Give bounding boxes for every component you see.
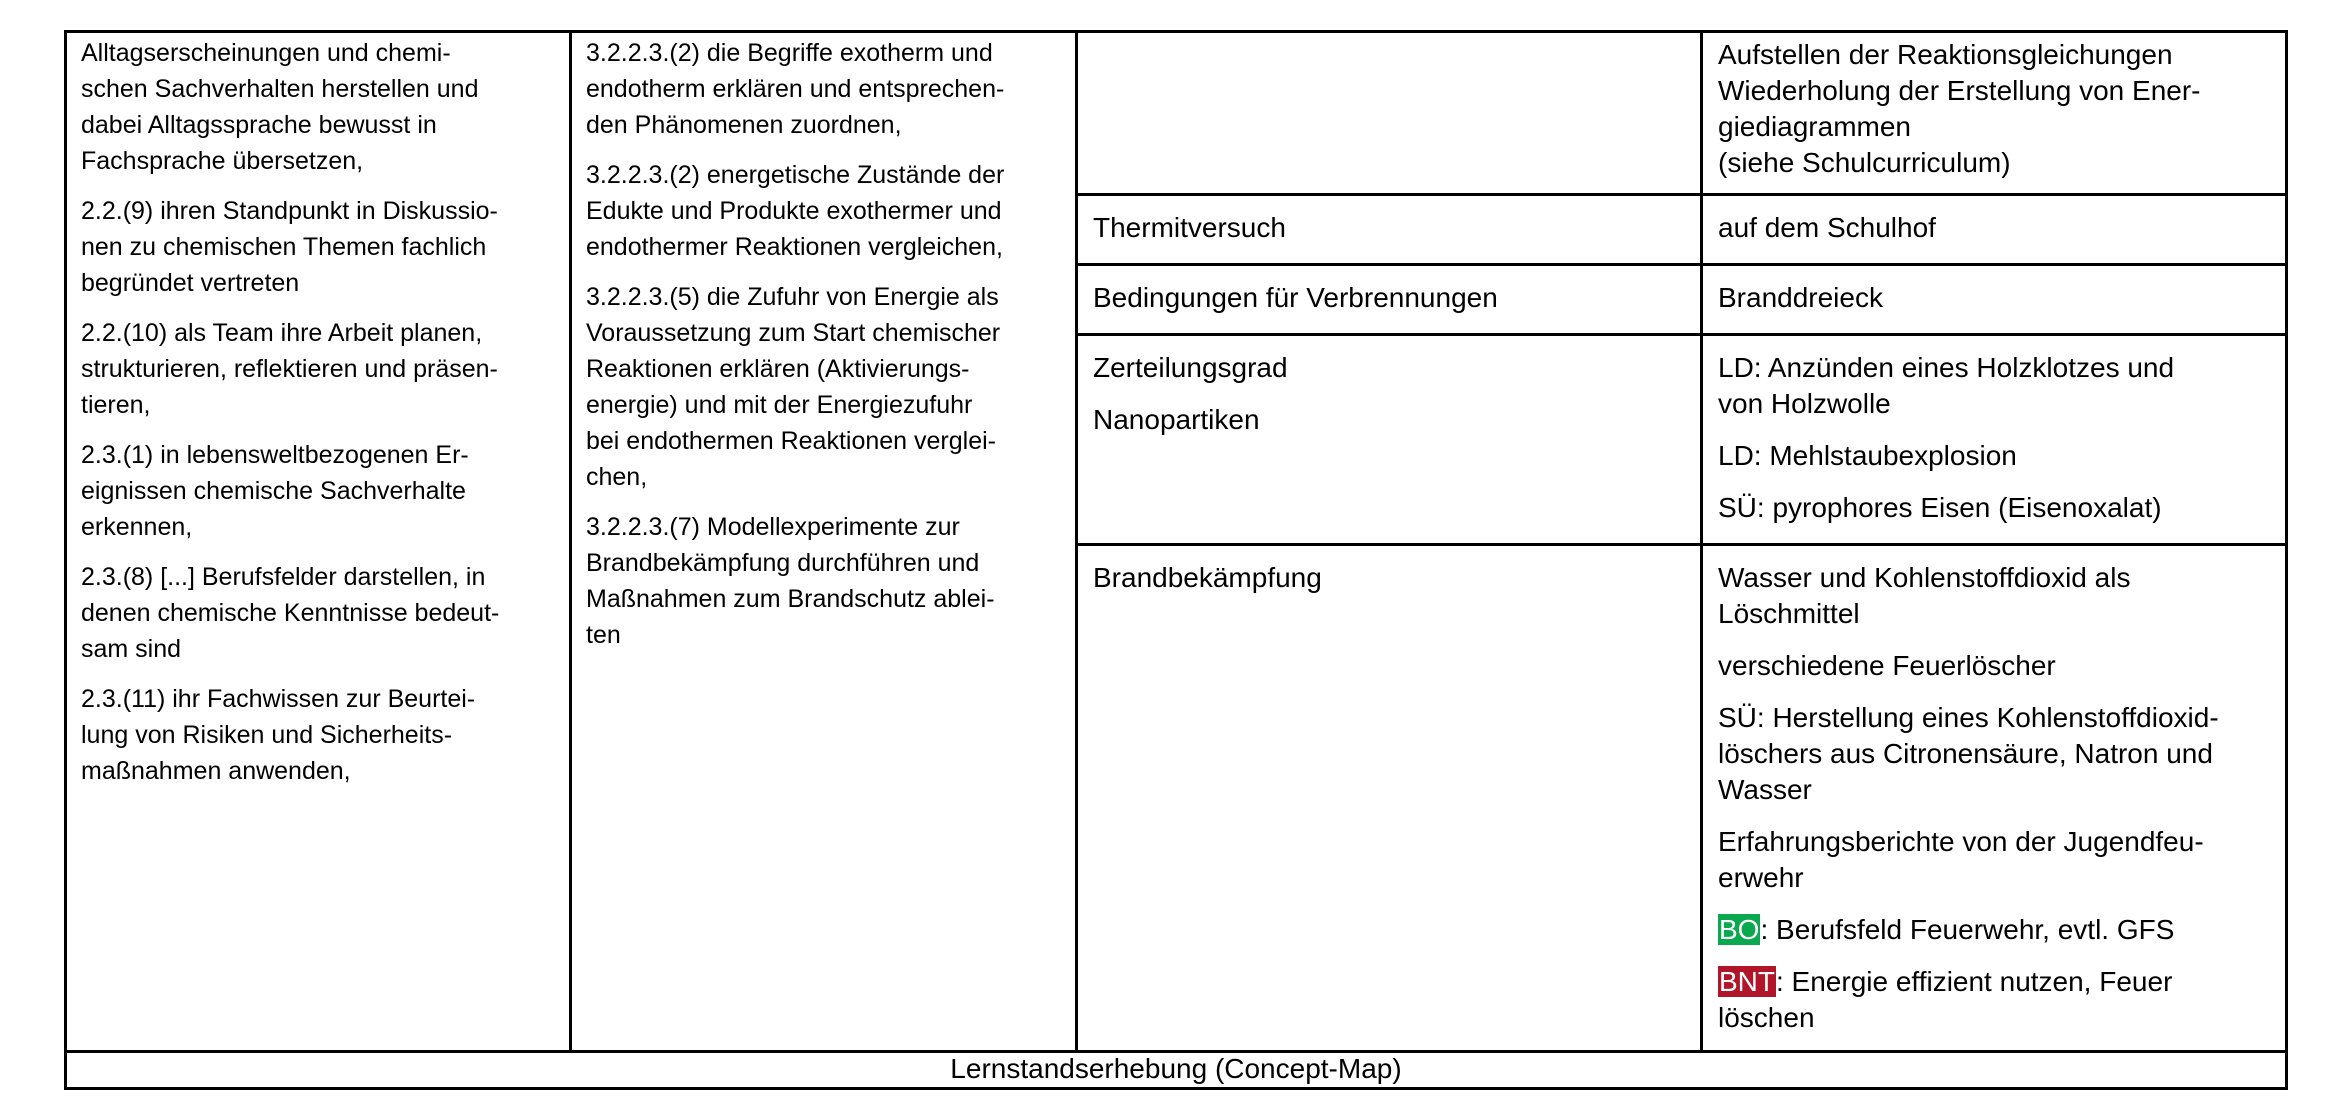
note-text: Wasser und Kohlenstoffdioxid als Löschmittel	[1718, 562, 2131, 629]
notes-column	[1703, 33, 2285, 1053]
competency-text: Alltagserscheinungen und chemi- schen Sachverhalten herstellen und dabei Alltagssprache bewusst in Fachsprache übersetzen,	[81, 39, 479, 175]
note-text: LD: Anzünden eines Holzklotzes und von Holzwolle	[1718, 352, 2175, 419]
bnt-badge: BNT	[1719, 966, 1775, 997]
topic-text: Brandbekämpfung	[1093, 562, 1322, 593]
topic-text: Bedingungen für Verbrennungen	[1093, 282, 1498, 313]
content-competencies-column	[572, 33, 1078, 1053]
note-text: SÜ: Herstellung eines Kohlenstoffdioxid- löschers aus Citronensäure, Natron und Wasser	[1718, 702, 2219, 805]
topic-text: Nanopartiken	[1093, 404, 1260, 435]
note-text: auf dem Schulhof	[1718, 212, 1936, 243]
process-competencies-column	[67, 33, 572, 1053]
curriculum-table	[64, 30, 2288, 1090]
note-text: Aufstellen der Reaktionsgleichungen Wiederholung der Erstellung von Ener- giediagrammen (siehe Schulcurriculum)	[1718, 39, 2201, 178]
note-text: Erfahrungsberichte von der Jugendfeu- erwehr	[1718, 826, 2204, 893]
notes-cell	[1703, 33, 2285, 196]
badged-note	[1718, 912, 2275, 948]
note-text: SÜ: pyrophores Eisen (Eisenoxalat)	[1718, 492, 2162, 523]
competency-text: 2.3.(8) [...] Berufsfelder darstellen, in denen chemische Kenntnisse bedeut- sam sind	[81, 563, 500, 663]
competency-text: 2.3.(1) in lebensweltbezogenen Er- eignissen chemische Sachverhalte erkennen,	[81, 441, 469, 541]
notes-cell	[1703, 546, 2285, 1053]
assessment-footer	[67, 1050, 2285, 1087]
competency-text: 3.2.2.3.(2) die Begriffe exotherm und endotherm erklären und entsprechen- den Phänomenen zuordnen,	[586, 39, 1005, 139]
competency-text: 2.3.(11) ihr Fachwissen zur Beurtei- lung von Risiken und Sicherheits- maßnahmen anwenden,	[81, 685, 476, 785]
topic-text: Thermitversuch	[1093, 212, 1286, 243]
topic-cell	[1078, 546, 1700, 1053]
badged-note	[1718, 964, 2275, 1036]
notes-cell	[1703, 336, 2285, 546]
competency-text: 2.2.(10) als Team ihre Arbeit planen, strukturieren, reflektieren und präsen- tieren,	[81, 319, 498, 419]
bo-badge: BO	[1719, 914, 1760, 945]
note-text: Branddreieck	[1718, 282, 1883, 313]
topic-cell	[1078, 336, 1700, 546]
topic-cell	[1078, 266, 1700, 336]
competency-text: 2.2.(9) ihren Standpunkt in Diskussio- nen zu chemischen Themen fachlich begründet vertreten	[81, 197, 498, 297]
topic-cell	[1078, 33, 1700, 196]
note-text: verschiedene Feuerlöscher	[1718, 650, 2056, 681]
badged-note-text: : Energie effizient nutzen, Feuer löschen	[1718, 966, 2173, 1033]
topic-text: Zerteilungsgrad	[1093, 352, 1288, 383]
badged-note-text: : Berufsfeld Feuerwehr, evtl. GFS	[1760, 914, 2175, 945]
competency-text: 3.2.2.3.(5) die Zufuhr von Energie als Voraussetzung zum Start chemischer Reaktionen erklären (Aktivierungs- energie) und mit der Energiezufuhr bei endothermen Reaktionen verglei- chen,	[586, 283, 1001, 491]
competency-text: 3.2.2.3.(7) Modellexperimente zur Brandbekämpfung durchführen und Maßnahmen zum Brandschutz ablei- ten	[586, 513, 995, 649]
footer-text: Lernstandserhebung (Concept-Map)	[950, 1053, 1402, 1084]
notes-cell	[1703, 266, 2285, 336]
note-text: LD: Mehlstaubexplosion	[1718, 440, 2017, 471]
topics-column	[1078, 33, 1703, 1053]
competency-text: 3.2.2.3.(2) energetische Zustände der Edukte und Produkte exothermer und endothermer Reaktionen vergleichen,	[586, 161, 1005, 261]
notes-cell	[1703, 196, 2285, 266]
topic-cell	[1078, 196, 1700, 266]
